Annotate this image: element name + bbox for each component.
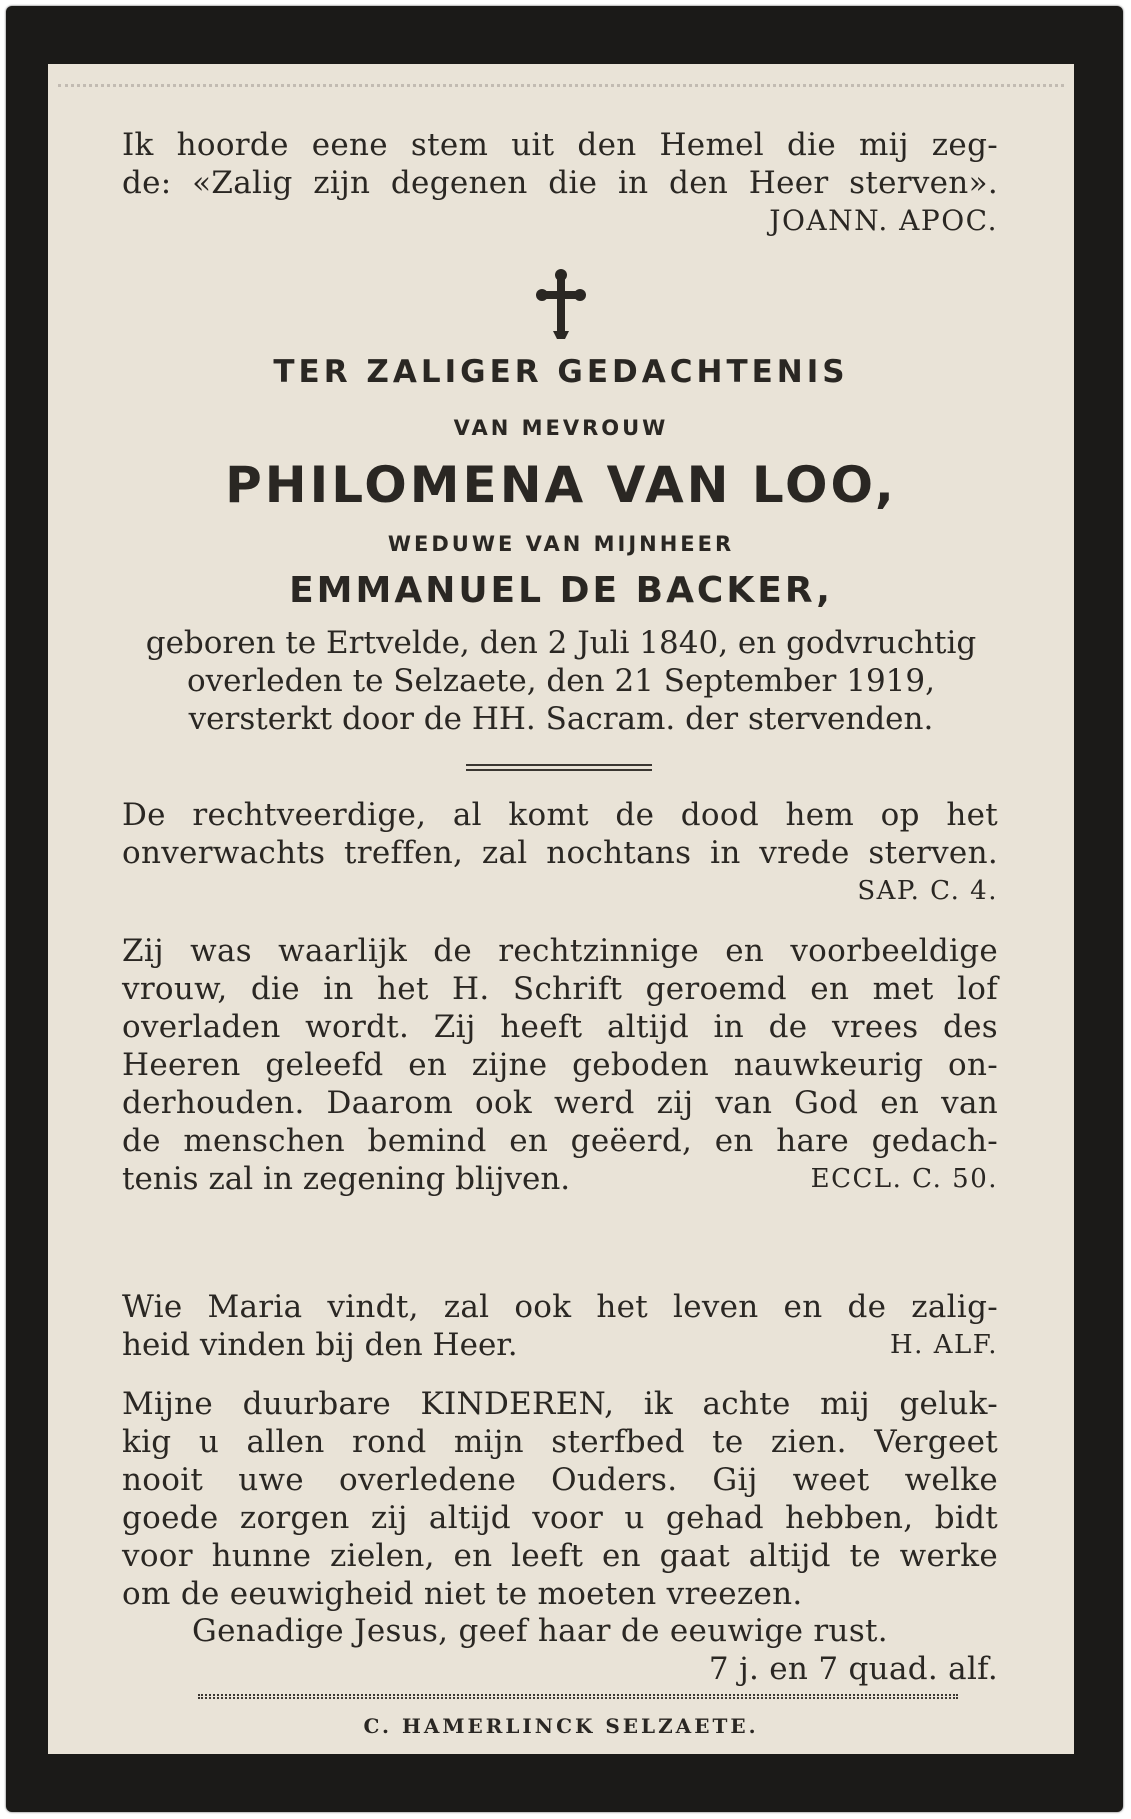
- children-line-2: kig u allen rond mijn sterfbed te zien. Vergeet: [122, 1424, 998, 1460]
- widow-label: WEDUWE VAN MIJNHEER: [387, 532, 735, 556]
- deceased-name: PHILOMENA VAN LOO,: [225, 456, 897, 514]
- memorial-card-paper: [48, 64, 1074, 1754]
- children-line-1: Mijne duurbare KINDEREN, ik achte mij geluk-: [122, 1386, 998, 1422]
- children-line-3: nooit uwe overledene Ouders. Gij weet welke: [122, 1462, 998, 1498]
- quote-sap: [122, 796, 998, 910]
- epigraph: [122, 126, 998, 240]
- quote-eccl-line-7: tenis zal in zegening blijven.: [122, 1161, 571, 1197]
- quote-eccl-last-line: [122, 1160, 998, 1198]
- message-to-children: [122, 1385, 998, 1613]
- indulgence-line: 7 j. en 7 quad. alf.: [708, 1651, 998, 1687]
- sacraments-line: versterkt door de HH. Sacram. der stervenden.: [188, 701, 934, 737]
- double-rule-divider: [466, 764, 652, 771]
- epigraph-reference: JOANN. APOC.: [769, 204, 998, 237]
- quote-eccl-line-4: Heeren geleefd en zijne geboden nauwkeurig on-: [122, 1047, 998, 1083]
- memorial-title: TER ZALIGER GEDACHTENIS: [273, 354, 849, 390]
- epigraph-line-1: Ik hoorde eene stem uit den Hemel die mij zeg-: [122, 127, 998, 163]
- memorial-card-border: [6, 6, 1123, 1812]
- children-line-5: voor hunne zielen, en leeft en gaat altijd te werke: [122, 1538, 998, 1574]
- quote-eccl-reference: ECCL. C. 50.: [810, 1164, 998, 1194]
- children-line-6: om de eeuwigheid niet te moeten vreezen.: [122, 1576, 803, 1612]
- quote-sap-reference: SAP. C. 4.: [857, 876, 998, 906]
- epigraph-line-2: de: «Zalig zijn degenen die in den Heer sterven».: [122, 165, 998, 201]
- birth-death-info: [48, 624, 1074, 738]
- death-line: overleden te Selzaete, den 21 September 1919,: [187, 663, 935, 699]
- quote-eccl-line-2: vrouw, die in het H. Schrift geroemd en met lof: [122, 971, 998, 1007]
- children-line-4: goede zorgen zij altijd voor u gehad hebben, bidt: [122, 1500, 998, 1536]
- prayer-line: Genadige Jesus, geef haar de eeuwige rust.: [192, 1613, 888, 1649]
- quote-alf-line-2: heid vinden bij den Heer.: [122, 1327, 518, 1363]
- quote-eccl-line-6: de menschen bemind en geëerd, en hare gedach-: [122, 1123, 998, 1159]
- quote-alf-reference: H. ALF.: [890, 1330, 998, 1360]
- cross-icon: [536, 269, 586, 339]
- closing-prayer: [122, 1612, 998, 1688]
- husband-name: EMMANUEL DE BACKER,: [289, 570, 833, 611]
- top-dotted-edge: [58, 84, 1064, 91]
- quote-sap-line-1: De rechtveerdige, al komt de dood hem op het: [122, 797, 998, 833]
- birth-line: geboren te Ertvelde, den 2 Juli 1840, en godvruchtig: [145, 625, 977, 661]
- quote-alf-last-line: [122, 1326, 998, 1364]
- printer-credit: C. HAMERLINCK SELZAETE.: [363, 1714, 759, 1738]
- quote-eccl: [122, 932, 998, 1198]
- van-mevrouw-label: VAN MEVROUW: [453, 416, 669, 440]
- quote-alf-line-1: Wie Maria vindt, zal ook het leven en de zalig-: [122, 1289, 998, 1325]
- dotted-rule-divider: [198, 1694, 958, 1699]
- quote-alf: [122, 1288, 998, 1364]
- quote-sap-line-2: onverwachts treffen, zal nochtans in vrede sterven.: [122, 835, 998, 871]
- quote-eccl-line-3: overladen wordt. Zij heeft altijd in de vrees des: [122, 1009, 998, 1045]
- quote-eccl-line-1: Zij was waarlijk de rechtzinnige en voorbeeldige: [122, 933, 998, 969]
- quote-eccl-line-5: derhouden. Daarom ook werd zij van God en van: [122, 1085, 998, 1121]
